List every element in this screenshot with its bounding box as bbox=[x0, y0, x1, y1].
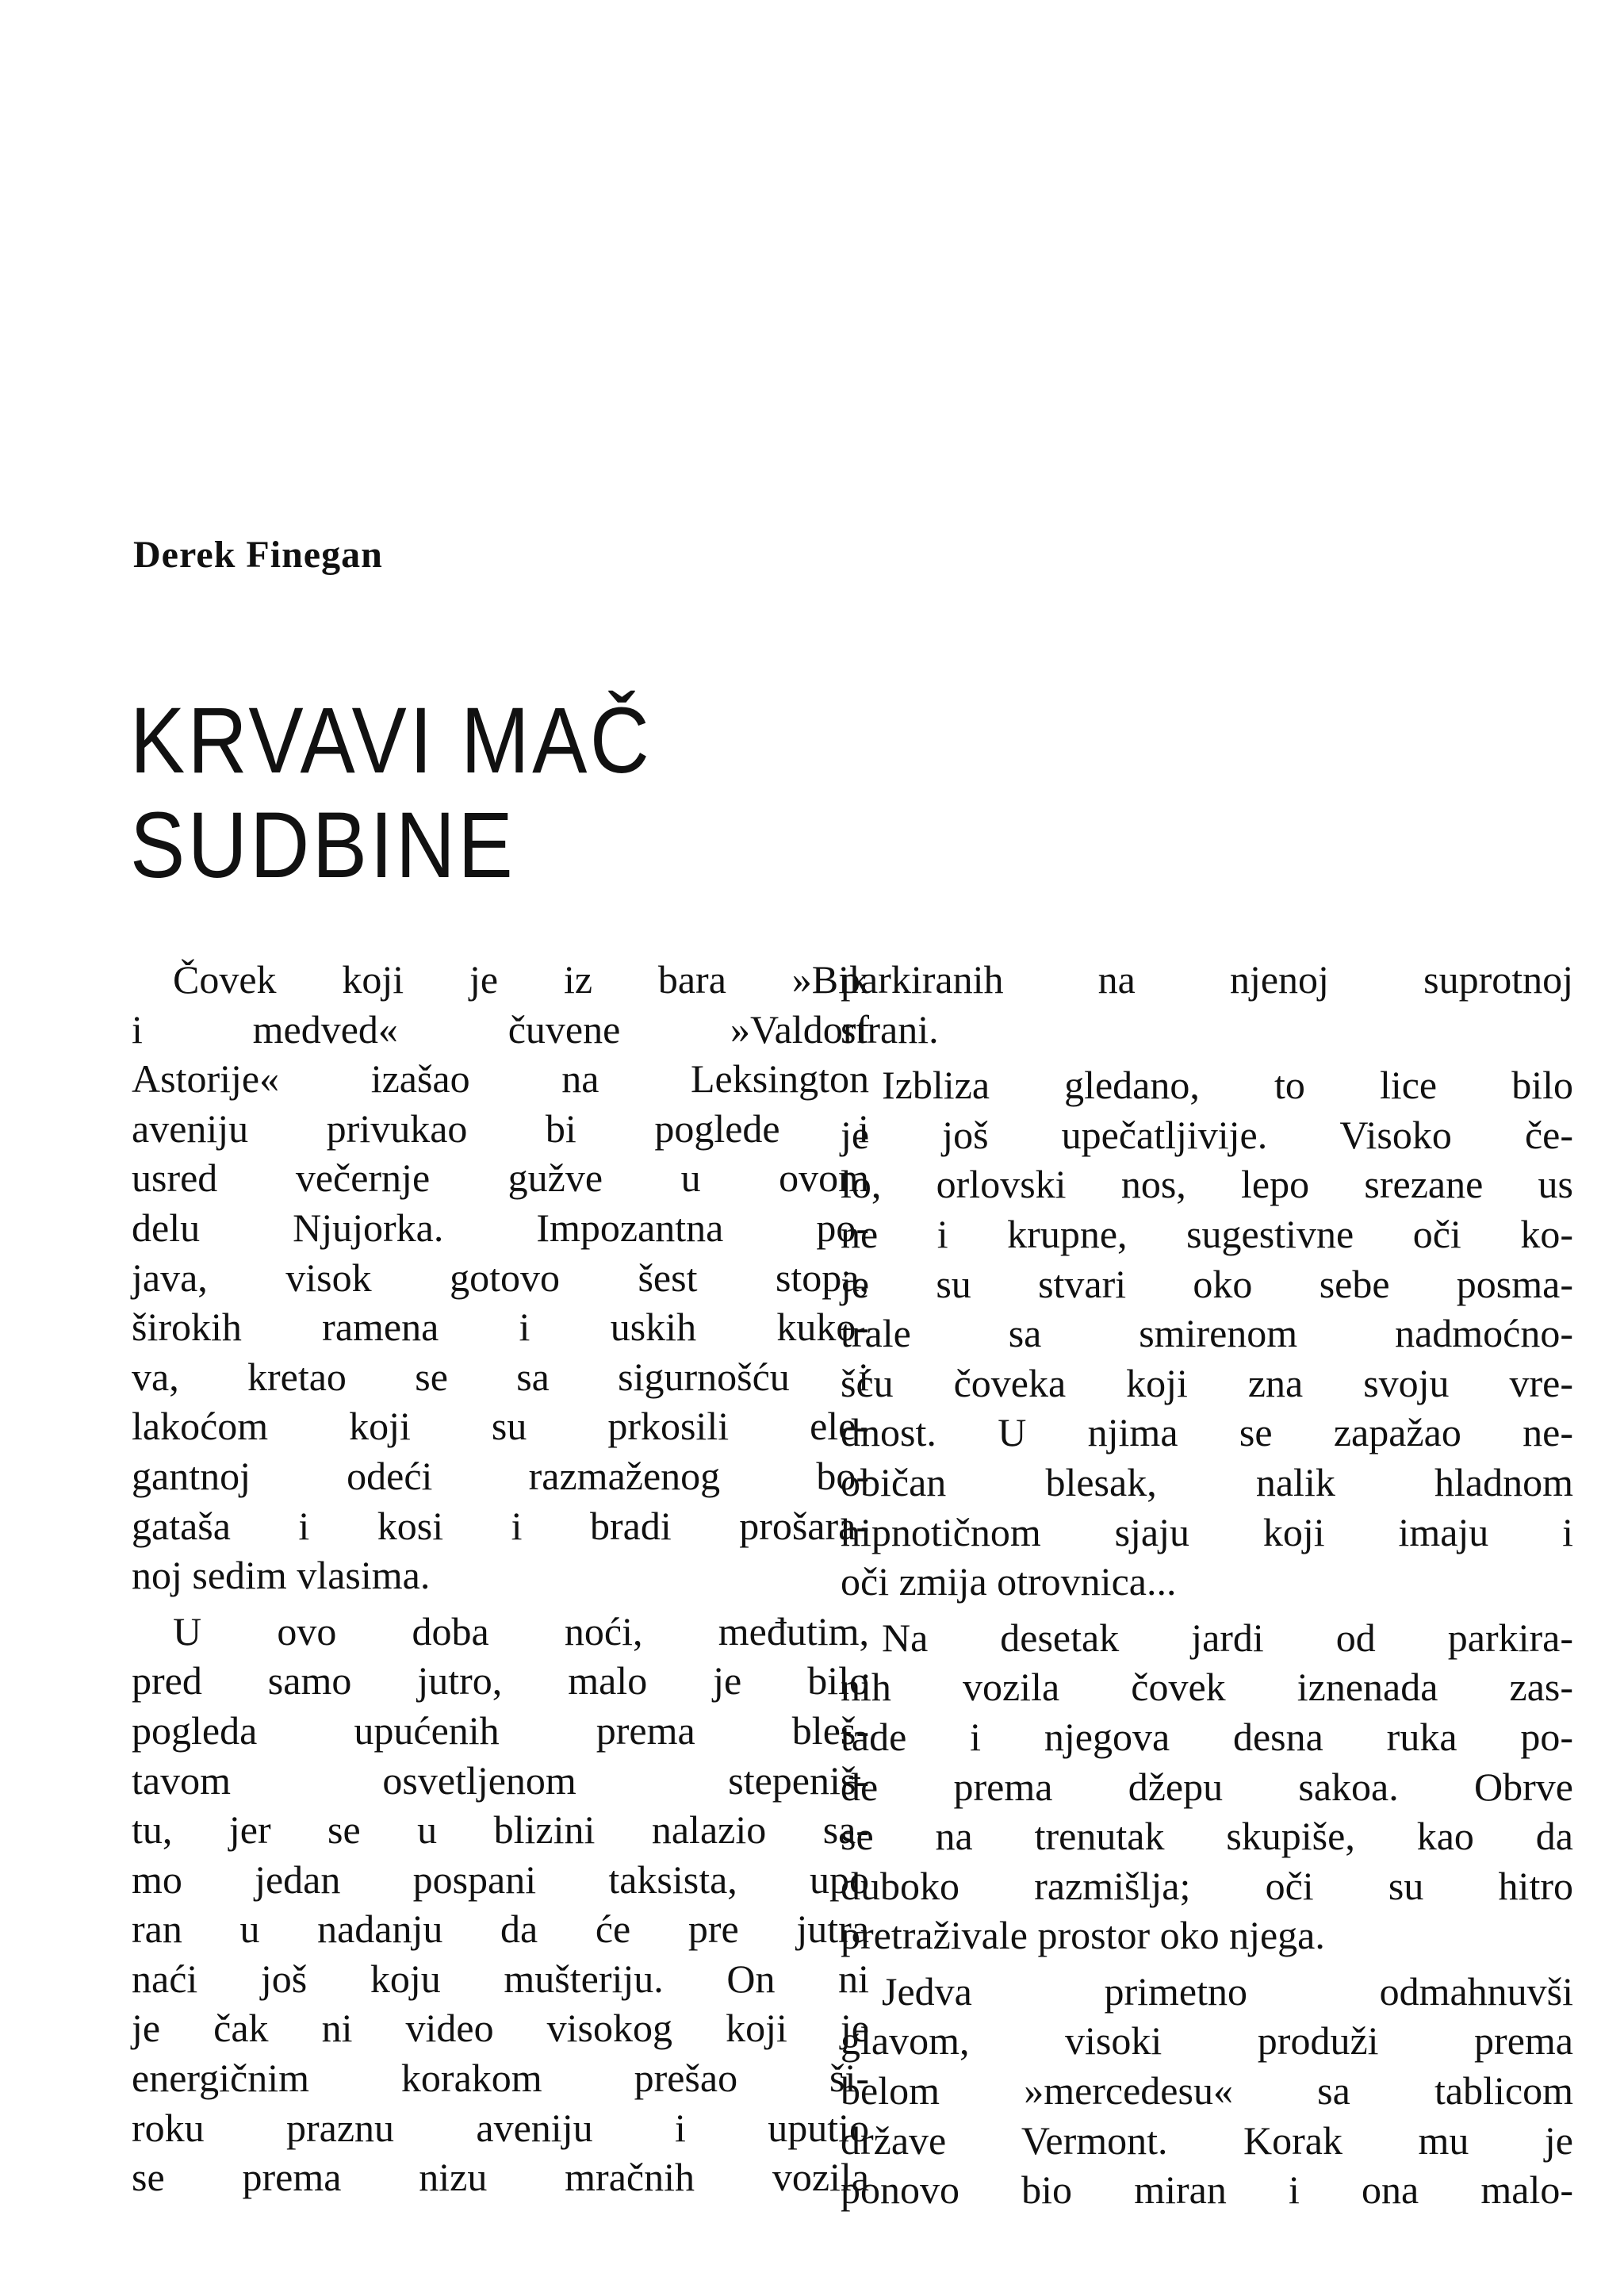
text-line: trale sa smirenom nadmoćno- bbox=[841, 1311, 1573, 1356]
text-line: Na desetak jardi od parkira- bbox=[882, 1615, 1573, 1660]
text-line: pogleda upućenih prema bleš- bbox=[132, 1707, 869, 1753]
text-line: roku praznu aveniju i uputio bbox=[132, 2105, 869, 2150]
title-line-2: SUDBINE bbox=[130, 793, 516, 898]
text-line: parkiranih na njenoj suprotnoj bbox=[841, 957, 1573, 1002]
text-line: ran u nadanju da će pre jutra bbox=[132, 1907, 869, 1952]
text-line: đe prema džepu sakoa. Obrve bbox=[841, 1764, 1573, 1809]
story-title bbox=[130, 688, 652, 898]
text-line: lo, orlovski nos, lepo srezane us bbox=[841, 1162, 1573, 1207]
text-line: šću čoveka koji zna svoju vre- bbox=[841, 1360, 1573, 1405]
text-line: je su stvari oko sebe posma- bbox=[841, 1261, 1573, 1306]
text-line: va, kretao se sa sigurnošću i bbox=[132, 1354, 869, 1399]
text-line: Izbliza gledano, to lice bilo bbox=[882, 1063, 1573, 1108]
text-line: tavom osvetljenom stepeniš- bbox=[132, 1757, 869, 1803]
text-line: pretraživale prostor oko njega. bbox=[841, 1913, 1325, 1958]
text-line: države Vermont. Korak mu je bbox=[841, 2117, 1573, 2163]
text-column-right bbox=[841, 955, 1573, 2221]
paragraph bbox=[841, 1967, 1573, 2215]
text-line: širokih ramena i uskih kuko- bbox=[132, 1305, 869, 1350]
text-line: hipnotičnom sjaju koji imaju i bbox=[841, 1509, 1573, 1554]
text-line: nih vozila čovek iznenada zas- bbox=[841, 1665, 1573, 1710]
text-line: mo jedan pospani taksista, upo bbox=[132, 1857, 869, 1902]
paragraph bbox=[841, 955, 1573, 1054]
text-line: se na trenutak skupiše, kao da bbox=[841, 1814, 1573, 1859]
text-line: duboko razmišlja; oči su hitro bbox=[841, 1863, 1573, 1908]
paragraph bbox=[132, 955, 869, 1600]
text-line: energičnim korakom prešao ši- bbox=[132, 2056, 869, 2101]
text-line: U ovo doba noći, međutim, bbox=[173, 1608, 869, 1654]
text-line: strani. bbox=[841, 1006, 939, 1052]
author-name: Derek Finegan bbox=[133, 534, 383, 576]
text-line: naći još koju mušteriju. On ni bbox=[132, 1956, 869, 2001]
text-line: tade i njegova desna ruka po- bbox=[841, 1714, 1573, 1759]
text-line: lakoćom koji su prkosili ele- bbox=[132, 1404, 869, 1449]
text-line: tu, jer se u blizini nalazio sa- bbox=[132, 1807, 869, 1853]
text-line: Astorije« izašao na Leksington bbox=[132, 1056, 869, 1102]
text-line: je još upečatljivije. Visoko če- bbox=[841, 1112, 1573, 1157]
text-line: ne i krupne, sugestivne oči ko- bbox=[841, 1211, 1573, 1256]
text-line: dnost. U njima se zapažao ne- bbox=[841, 1410, 1573, 1455]
text-line: se prema nizu mračnih vozila bbox=[132, 2155, 869, 2200]
text-line: belom »mercedesu« sa tablicom bbox=[841, 2068, 1573, 2114]
paragraph bbox=[841, 1060, 1573, 1607]
text-line: gantnoj odeći razmaženog bo- bbox=[132, 1453, 869, 1498]
text-line: glavom, visoki produži prema bbox=[841, 2018, 1573, 2064]
paragraph bbox=[132, 1607, 869, 2202]
text-line: delu Njujorka. Impozantna po- bbox=[132, 1205, 869, 1250]
text-line: aveniju privukao bi poglede i bbox=[132, 1106, 869, 1151]
title-line-1: KRVAVI MAČ bbox=[130, 688, 653, 793]
text-line: usred večernje gužve u ovom bbox=[132, 1155, 869, 1201]
text-line: pred samo jutro, malo je bilo bbox=[132, 1658, 869, 1704]
text-column-left bbox=[132, 955, 869, 2209]
text-line: oči zmija otrovnica... bbox=[841, 1559, 1177, 1604]
text-line: Jedva primetno odmahnuvši bbox=[882, 1968, 1573, 2014]
text-line: noj sedim vlasima. bbox=[132, 1553, 431, 1598]
text-line: ponovo bio miran i ona malo- bbox=[841, 2167, 1573, 2213]
text-line: običan blesak, nalik hladnom bbox=[841, 1459, 1573, 1504]
text-line: java, visok gotovo šest stopa, bbox=[132, 1255, 869, 1300]
text-line: je čak ni video visokog koji je bbox=[132, 2006, 869, 2051]
text-line: Čovek koji je iz bara »Bik bbox=[173, 957, 869, 1002]
paragraph bbox=[841, 1613, 1573, 1960]
text-line: gataša i kosi i bradi prošara- bbox=[132, 1503, 869, 1548]
text-line: i medved« čuvene »Valdorf bbox=[132, 1006, 869, 1052]
